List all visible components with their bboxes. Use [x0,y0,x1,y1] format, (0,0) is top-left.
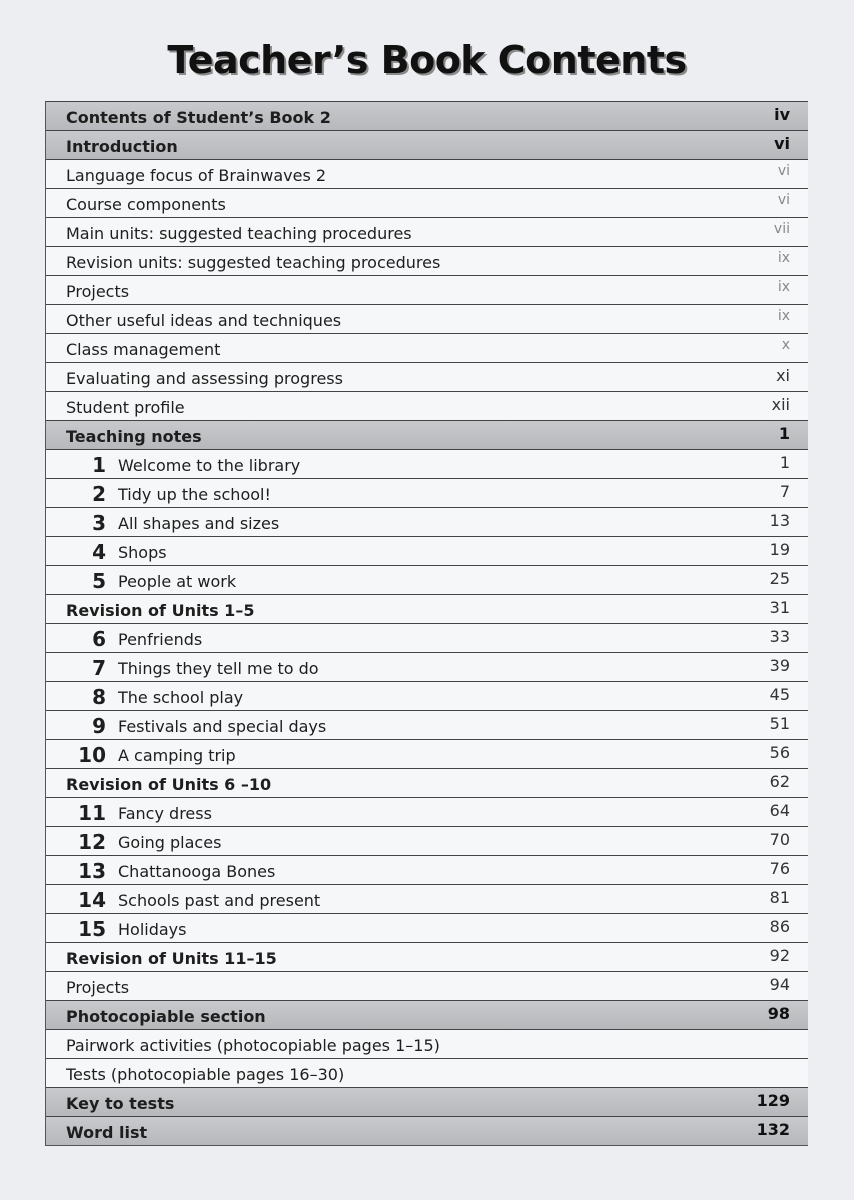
page-number: xii [771,395,790,414]
entry-label: Class management [66,340,221,359]
unit-number: 9 [92,714,106,738]
entry-label: Main units: suggested teaching procedures [66,224,412,243]
section-heading-row [46,420,808,449]
entry-label: Going places [118,833,222,852]
contents-row [46,217,808,246]
entry-label: Teaching notes [66,427,202,446]
entry-label: Revision of Units 11–15 [66,949,277,968]
entry-label: Revision of Units 6 –10 [66,775,272,794]
entry-label: Festivals and special days [118,717,327,736]
page-number: ix [777,308,790,324]
unit-row [46,536,808,565]
page-number: 25 [769,569,790,588]
unit-row [46,565,808,594]
unit-row [46,739,808,768]
entry-label: A camping trip [118,746,236,765]
unit-row [46,710,808,739]
unit-row [46,681,808,710]
unit-row [46,855,808,884]
entry-label: Penfriends [118,630,203,649]
entry-label: Course components [66,195,226,214]
page-number: 94 [769,975,790,994]
section-heading-row [46,101,808,130]
entry-label: Fancy dress [118,804,212,823]
unit-row [46,623,808,652]
page-number: 98 [767,1004,790,1023]
contents-row [46,971,808,1000]
unit-row [46,797,808,826]
contents-row [46,391,808,420]
page-number: xi [776,366,790,385]
entry-label: Other useful ideas and techniques [66,311,342,330]
entry-label: All shapes and sizes [118,514,280,533]
entry-label: Revision units: suggested teaching procedures [66,253,441,272]
page-number: vii [773,221,790,237]
unit-number: 12 [78,830,106,854]
entry-label: Schools past and present [118,891,321,910]
unit-number: 1 [92,453,106,477]
entry-label: Word list [66,1123,148,1142]
entry-label: Holidays [118,920,187,939]
entry-label: Things they tell me to do [118,659,319,678]
unit-row [46,507,808,536]
contents-row [46,362,808,391]
unit-row [46,449,808,478]
contents-row [46,159,808,188]
page-number: 70 [769,830,790,849]
unit-row [46,826,808,855]
entry-label: Pairwork activities (photocopiable pages 1–15) [66,1036,440,1055]
entry-label: Contents of Student’s Book 2 [66,108,331,127]
unit-number: 5 [92,569,106,593]
page-number: 45 [769,685,790,704]
page-number: 56 [769,743,790,762]
page-number: ix [777,279,790,295]
entry-label: Projects [66,978,130,997]
entry-label: People at work [118,572,237,591]
section-heading-row [46,1116,808,1145]
page-number: 81 [769,888,790,907]
page-number: 13 [769,511,790,530]
contents-table [45,101,808,1146]
page-number: x [781,337,790,353]
unit-number: 3 [92,511,106,535]
page-number: 62 [769,772,790,791]
unit-number: 2 [92,482,106,506]
section-heading-row [46,1000,808,1029]
entry-label: Welcome to the library [118,456,301,475]
unit-number: 15 [78,917,106,941]
contents-row [46,188,808,217]
page-number: 1 [779,453,790,472]
unit-row [46,478,808,507]
page-number: 39 [769,656,790,675]
unit-number: 14 [78,888,106,912]
entry-label: Chattanooga Bones [118,862,276,881]
page-number: vi [777,192,790,208]
entry-label: Revision of Units 1–5 [66,601,255,620]
page-number: 19 [769,540,790,559]
unit-row [46,913,808,942]
unit-number: 4 [92,540,106,564]
entry-label: Student profile [66,398,185,417]
entry-label: Tidy up the school! [118,485,271,504]
entry-label: Projects [66,282,130,301]
page-number: 51 [769,714,790,733]
unit-number: 8 [92,685,106,709]
page-number: 129 [756,1091,790,1110]
entry-label: Introduction [66,137,178,156]
unit-number: 11 [78,801,106,825]
page-number: vi [777,163,790,179]
contents-row [46,304,808,333]
contents-row [46,1029,808,1058]
page-title: Teacher’s Book Contents [167,38,687,82]
contents-row [46,246,808,275]
revision-row [46,942,808,971]
unit-number: 7 [92,656,106,680]
entry-label: The school play [118,688,244,707]
page-number: ix [777,250,790,266]
entry-label: Key to tests [66,1094,175,1113]
page-number: 64 [769,801,790,820]
page-number: 33 [769,627,790,646]
page-number: iv [774,105,790,124]
revision-row [46,768,808,797]
section-heading-row [46,130,808,159]
unit-number: 10 [78,743,106,767]
page-number: 92 [769,946,790,965]
contents-row [46,333,808,362]
page-number: 132 [756,1120,790,1139]
contents-row [46,1058,808,1087]
page-number: 76 [769,859,790,878]
unit-row [46,652,808,681]
unit-number: 6 [92,627,106,651]
page-number: 7 [779,482,790,501]
contents-row [46,275,808,304]
entry-label: Shops [118,543,167,562]
unit-number: 13 [78,859,106,883]
unit-row [46,884,808,913]
section-heading-row [46,1087,808,1116]
entry-label: Tests (photocopiable pages 16–30) [66,1065,345,1084]
entry-label: Language focus of Brainwaves 2 [66,166,327,185]
entry-label: Photocopiable section [66,1007,266,1026]
page-number: 1 [778,424,790,443]
revision-row [46,594,808,623]
page-number: 86 [769,917,790,936]
entry-label: Evaluating and assessing progress [66,369,343,388]
page-number [720,1030,808,1038]
page-number: 31 [769,598,790,617]
page-number: vi [774,134,790,153]
page-number [720,1059,808,1067]
